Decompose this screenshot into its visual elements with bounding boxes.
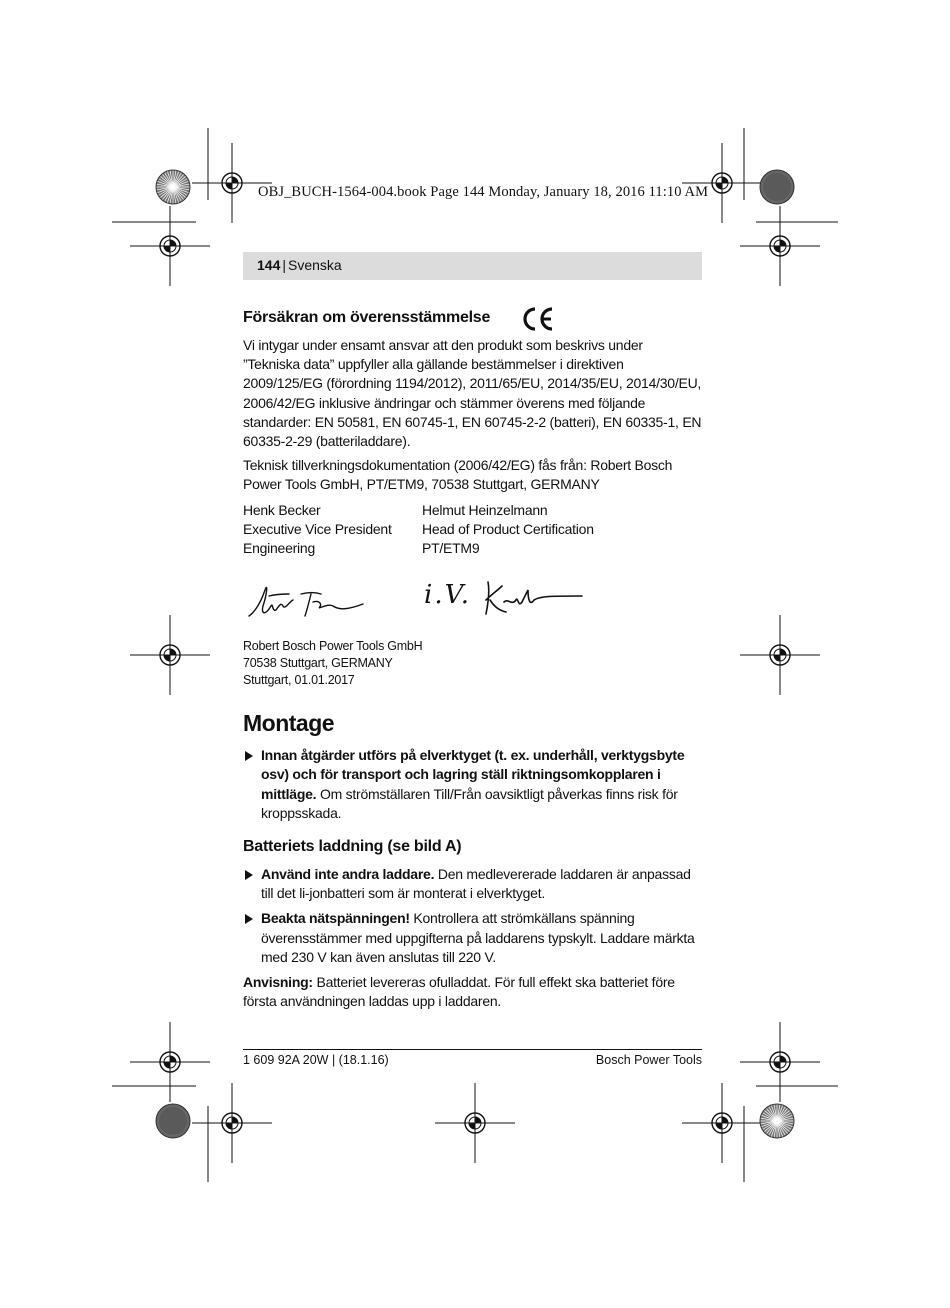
charging-bullet-2-text: Kontrollera att strömkällans spänning överensstämmer med uppgifterna på laddarens typskylt. Laddare märkta med 230 V kan även anslutas till 220 V. <box>261 910 695 965</box>
bullet-triangle-icon <box>245 751 253 761</box>
montage-bullet-bold: Innan åtgärder utförs på elverktyget (t. ex. underhåll, verktygsbyte osv) och för transport och lagring ställ riktningsomkopplaren i mittläge. <box>261 747 685 802</box>
signer-1-dept: Engineering <box>243 540 315 557</box>
address-line-3: Stuttgart, 01.01.2017 <box>243 673 355 688</box>
footer-doc-number: 1 609 92A 20W | (18.1.16) <box>243 1053 389 1067</box>
page-content <box>243 306 702 1016</box>
signer-2-name: Helmut Heinzelmann <box>422 501 548 518</box>
charging-heading: Batteriets laddning (se bild A) <box>243 838 462 856</box>
montage-heading: Montage <box>243 710 335 737</box>
charging-bullet-2-bold: Beakta nätspänningen! <box>261 910 410 927</box>
address-line-2: 70538 Stuttgart, GERMANY <box>243 656 393 671</box>
page-header: 144 | Svenska <box>243 252 702 280</box>
charging-note <box>243 973 702 1011</box>
signer-2-title: Head of Product Certification <box>422 520 594 537</box>
bullet-triangle-icon <box>245 870 253 880</box>
address-line-1: Robert Bosch Power Tools GmbH <box>243 639 423 654</box>
signer-1 <box>243 501 422 559</box>
signatures <box>243 572 702 630</box>
charging-note-text: Batteriet levereras ofulladdat. För full effekt ska batteriet före första användningen laddas upp i laddaren. <box>243 974 675 1010</box>
declaration-heading: Försäkran om överensstämmelse <box>243 309 491 326</box>
print-slug: OBJ_BUCH-1564-004.book Page 144 Monday, January 18, 2016 11:10 AM <box>258 184 709 200</box>
signer-2 <box>422 501 594 559</box>
signature-1 <box>243 572 422 630</box>
charging-bullet-2 <box>243 909 702 967</box>
signers <box>243 501 702 559</box>
charging-bullet-1-text: Den medlevererade laddaren är anpassad till det li-jonbatteri som är monterat i elverktyget. <box>261 866 691 902</box>
footer-rule <box>243 1049 702 1050</box>
signature-prefix: i.V. <box>424 580 472 611</box>
page-language: Svenska <box>288 257 342 273</box>
charging-bullet-1-bold: Använd inte andra laddare. <box>261 866 435 883</box>
montage-bullet <box>243 746 702 823</box>
signature-2 <box>482 572 622 630</box>
signer-1-name: Henk Becker <box>243 501 321 518</box>
signature-address <box>243 638 702 689</box>
montage-bullet-text: Om strömställaren Till/Från oavsiktligt påverkas finns risk för kroppsskada. <box>261 785 678 821</box>
declaration-paragraph: Vi intygar under ensamt ansvar att den produkt som beskrivs under ”Tekniska data” uppfyller alla gällande bestämmelser i direktiven 2009/125/EG (förordning 1194/2012), 2011/65/EU, 2014/35/EU, 2014/30/EU, 2006/42/EG inklusive ändringar och stämmer överens med följande standarder: EN 50581, EN 60745-1, EN 60745-2-2 (batteri), EN 60335-1, EN 60335-2-29 (batteriladdare). <box>243 337 702 450</box>
charging-note-label: Anvisning: <box>243 974 313 991</box>
documentation-paragraph: Teknisk tillverkningsdokumentation (2006/42/EG) fås från: Robert Bosch Power Tools GmbH, PT/ETM9, 70538 Stuttgart, GERMANY <box>243 457 673 493</box>
footer-brand: Bosch Power Tools <box>595 1053 702 1067</box>
signer-2-dept: PT/ETM9 <box>422 540 480 557</box>
signer-1-title: Executive Vice President <box>243 520 392 537</box>
charging-bullet-1 <box>243 865 702 903</box>
page-number: 144 <box>257 257 281 273</box>
bullet-triangle-icon <box>245 914 253 924</box>
